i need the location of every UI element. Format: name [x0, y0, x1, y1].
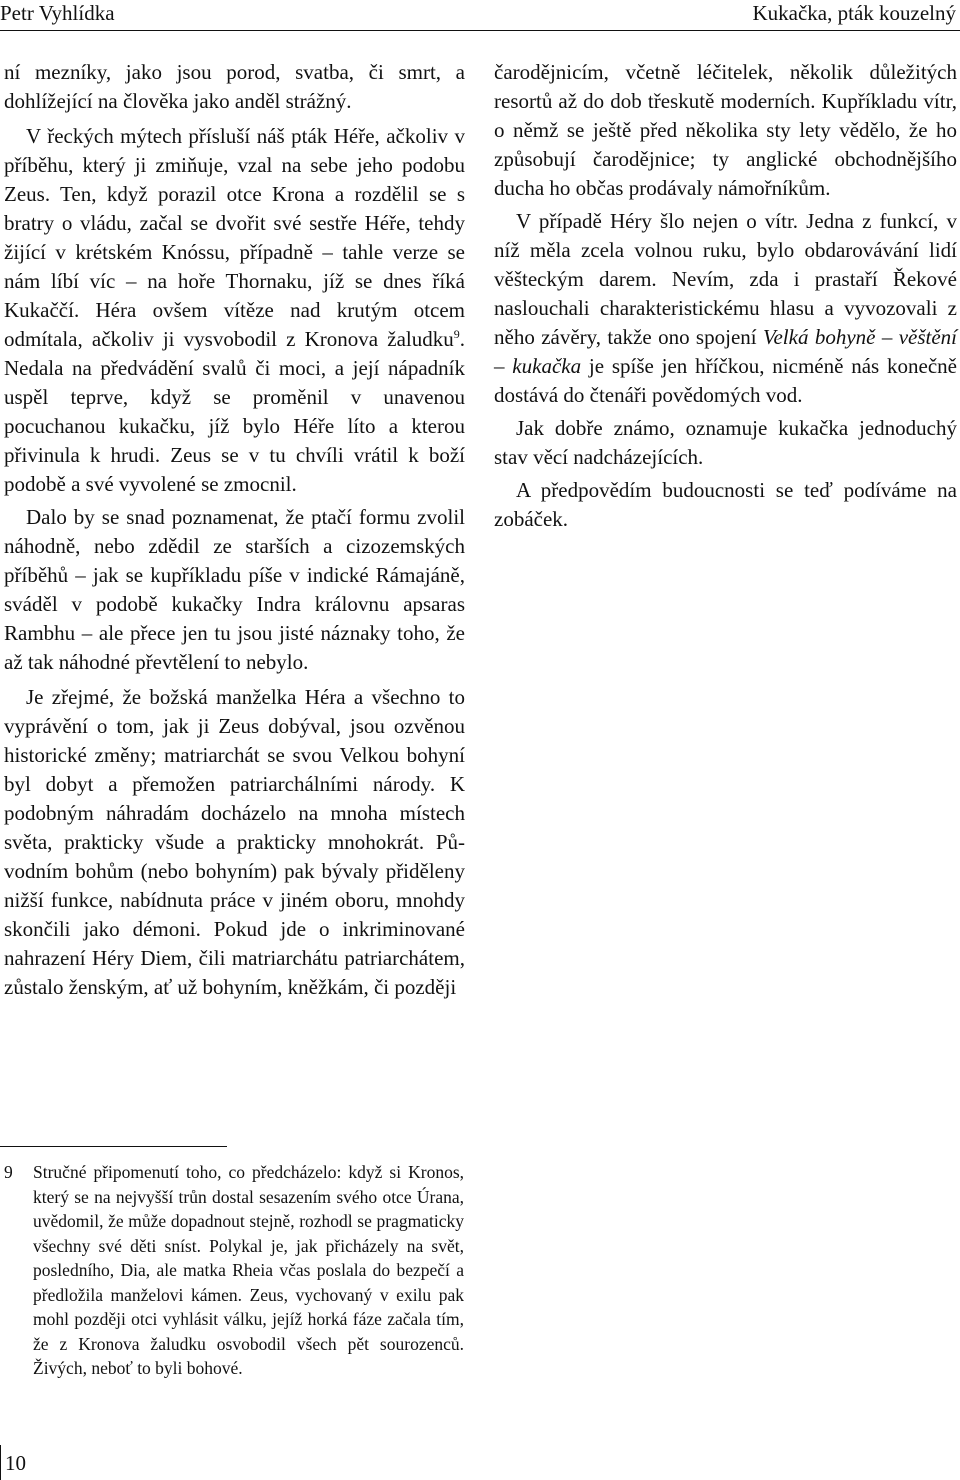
paragraph-text: . Nedala na předvádění svalů či moci, a její nápadník uspěl teprve, když se proměnil v unavenou pocuchanou kukačku, jíž bylo Héře líto a kterou přivinula k hrudi. Zeus se v tu chvíli vrátil k boží podobě a své vyvolené se zmocnil. [4, 327, 465, 496]
page-number: 10 [5, 1451, 26, 1475]
running-head-author: Petr Vyhlídka [0, 1, 115, 25]
paragraph-text: je spíše jen hříčkou, nicméně nás konečně dostává do čtenáři povědomých vod. [494, 354, 957, 407]
paragraph-prophecy [494, 207, 957, 410]
footnote [0, 1160, 466, 1381]
left-column [4, 58, 465, 1006]
paragraph-text: V řeckých mýtech přísluší náš pták Héře, ačkoliv v příběhu, který ji zmiňuje, vzal na sebe jeho podobu Zeus. Ten, když porazil otce Krona a rozdělil se s bratry o vládu, začal se dvořit své sestře Héře, tehdy žijící v krétském Knóssu, případně – tahle verze se nám líbí víc – na hoře Thornaku, jíž se dnes říká Kukaččí. Héra ovšem vítěze nad krutým otcem odmítala, ačkoliv ji vysvobodil z Kronova žaludku [4, 124, 465, 351]
paragraph-matriarchy: Je zřejmé, že božská manželka Héra a všechno to vyprávění o tom, jak ji Zeus dobýval, jsou ozvěnou historické změny; matriarchát se svou Velkou bohyní byl dobyt a přemožen patriarchálními národy. K podobným náhradám docházelo na mnoha místech světa, prakticky všude a prakticky mnohokrát. Původním bohům (nebo bohyním) pak bývaly přiděleny nižší funkce, nabídnuta práce v jiném oboru, mnohdy skončili jako démoni. Pokud jde o inkriminované nahrazení Héry Diem, čili matriarchátu patriarchátem, zůstalo ženským, ať už bohyním, kněžkám, či později [4, 685, 465, 999]
paragraph-bird-form: Dalo by se snad poznamenat, že ptačí formu zvolil náhodně, nebo zdědil ze starších a cizozemských příběhů – jak se kupříkladu píše v indické Rámajáně, sváděl v podobě kukačky Indra královnu apsaras Rambhu – ale přece jen tu jsou jisté náznaky toho, že až tak náhodné převtělení to nebylo. [4, 505, 465, 674]
paragraph-cuckoo-announces: Jak dobře známo, oznamuje kukačka jednoduchý stav věcí nadcházejících. [494, 416, 957, 469]
margin-rule [0, 1445, 1, 1480]
right-column [494, 58, 957, 538]
paragraph-hera-myth [4, 122, 465, 499]
paragraph-text: V případě Héry šlo nejen o vítr. Jedna z funkcí, v níž měla zcela volnou ruku, bylo obdarovávání lidí věšteckým darem. Nevím, zda i prastaří Řekové naslouchali charakteristickému hlasu a vyvozovali z něho závěry, takže ono spojení [494, 209, 957, 349]
page-header [0, 0, 960, 31]
footnote-text: Stručné připomenutí toho, co předcházelo: když si Kronos, který se na nejvyšší trůn dostal sesazením svého otce Úrana, uvědomil, že může dopadnout stejně, rozhodl se pragmaticky všechny své děti sníst. Polykal je, jak přicházely na svět, posledního, Dia, ale matka Rheia včas poslala do bezpečí a předložila manželovi kámen. Zeus, vychovaný v exilu pak mohl později otci vyhlásit válku, jejíž horká fáze začala tím, že z Kronova žaludku osvobodil všech pět sourozenců. Živých, neboť to byli bohové. [33, 1162, 464, 1378]
running-head-title: Kukačka, pták kouzelný [752, 1, 956, 25]
paragraph-continuation: čarodějnicím, včetně léčitelek, několik důležitých resortů až do dob třeskutě moderních. Kupříkladu vítr, o němž se ještě před několika sty lety vědělo, že ho způsobují čarodějnice; ty anglické obchodnějšího ducha ho občas prodávaly námořníkům. [494, 60, 957, 200]
footnote-reference: 9 [453, 327, 460, 341]
footnote-separator [0, 1146, 227, 1147]
paragraph-closing: A předpovědím budoucnosti se teď podíváme na zobáček. [494, 478, 957, 531]
emphasis-phrase: Velká bohyně – věštění – kukačka [494, 325, 957, 378]
footnote-number: 9 [4, 1162, 13, 1182]
paragraph-continuation: ní mezníky, jako jsou porod, svatba, či smrt, a dohlížející na člověka jako anděl strážný. [4, 60, 465, 113]
